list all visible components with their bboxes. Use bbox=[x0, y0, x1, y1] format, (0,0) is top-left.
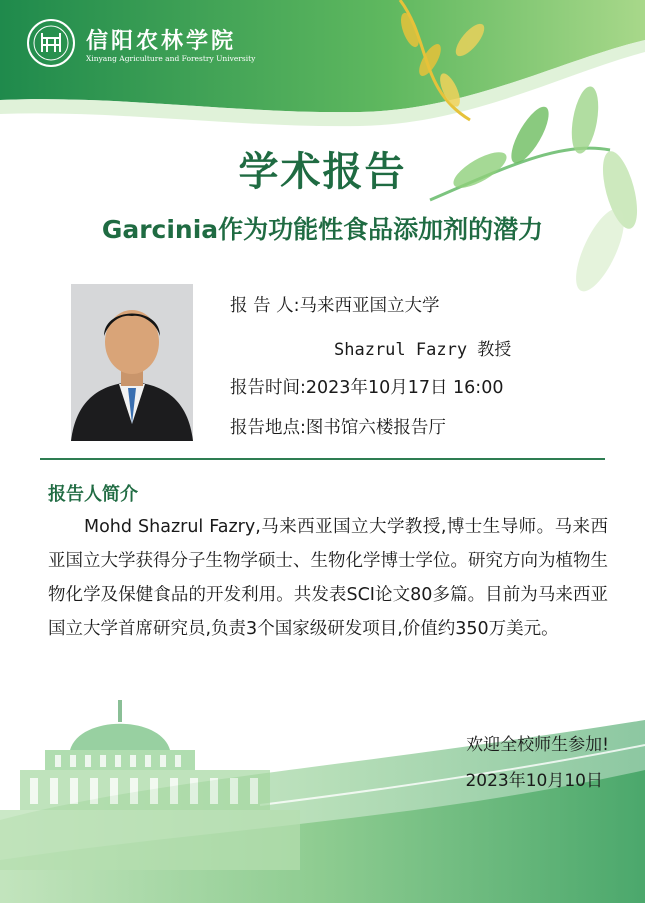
welcome-text: 欢迎全校师生参加! bbox=[466, 735, 609, 755]
place-value: 图书馆六楼报告厅 bbox=[305, 418, 446, 438]
speaker-name: Shazrul Fazry 教授 bbox=[334, 340, 512, 360]
place-line bbox=[230, 414, 446, 439]
place-label: 报告地点: bbox=[230, 418, 306, 438]
time-label: 报告时间: bbox=[230, 378, 306, 398]
section-divider bbox=[40, 458, 605, 460]
speaker-line bbox=[230, 292, 440, 317]
university-name: 信阳农林学院 bbox=[86, 28, 237, 54]
university-name-english: Xinyang Agriculture and Forestry University bbox=[86, 54, 256, 63]
issue-date: 2023年10月10日 bbox=[465, 771, 603, 791]
building-icon bbox=[0, 700, 300, 870]
report-subtitle: Garcinia作为功能性食品添加剂的潜力 bbox=[101, 215, 544, 244]
bio-heading: 报告人简介 bbox=[48, 484, 138, 505]
speaker-label: 报 告 人: bbox=[230, 296, 300, 316]
time-line bbox=[230, 374, 503, 399]
page-title: 学术报告 bbox=[238, 149, 407, 195]
time-value: 2023年10月17日 16:00 bbox=[305, 378, 504, 398]
bio-text bbox=[48, 510, 608, 646]
speaker-affiliation: 马来西亚国立大学 bbox=[299, 296, 440, 316]
bio-paragraph: Mohd Shazrul Fazry,马来西亚国立大学教授,博士生导师。马来西亚国立大学获得分子生物学硕士、生物化学博士学位。研究方向为植物生物化学及保健食品的开发利用。共发表SCI论文80多篇。目前为马来西亚国立大学首席研究员,负责3个国家级研发项目,价值约350万美元。 bbox=[48, 517, 608, 639]
university-logo bbox=[26, 18, 296, 74]
university-emblem-icon bbox=[26, 18, 76, 68]
speaker-photo bbox=[71, 284, 193, 441]
